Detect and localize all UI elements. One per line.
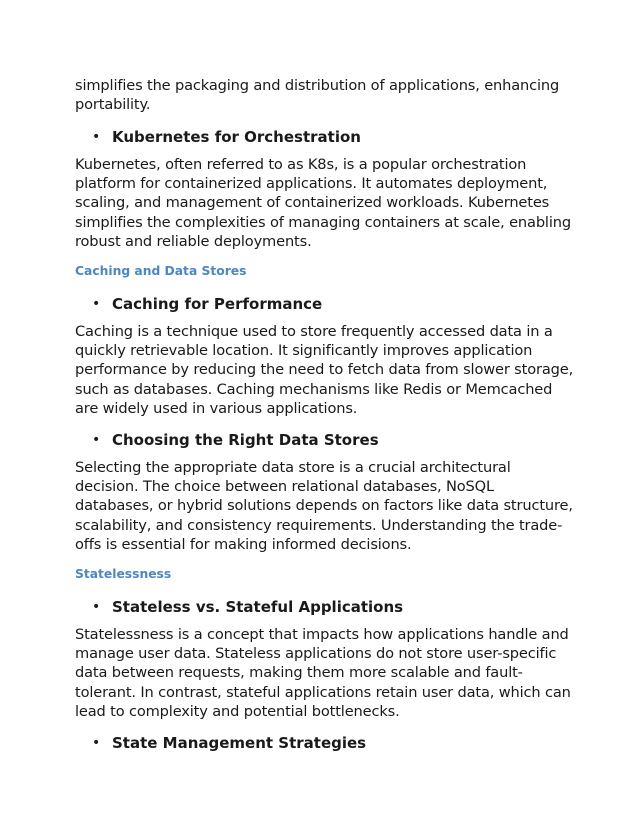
section-heading-caching: Caching and Data Stores bbox=[75, 264, 247, 278]
data-stores-paragraph: Selecting the appropriate data store is a crucial architectural decision. The choice between relational databases, NoSQL databases, or hybrid solutions depends on factors like data structure, scalability, and consistency requirements. Understanding the trade-offs is essential for making informed decisions. bbox=[75, 459, 573, 553]
bullet-dot-icon: • bbox=[92, 735, 101, 751]
bullet-text: Choosing the Right Data Stores bbox=[112, 431, 379, 449]
section-heading-statelessness: Statelessness bbox=[75, 567, 172, 581]
bullet-dot-icon: • bbox=[92, 432, 101, 448]
bullet-text: State Management Strategies bbox=[112, 734, 367, 752]
kubernetes-paragraph: Kubernetes, often referred to as K8s, is a popular orchestration platform for containerized applications. It automates deployment, scaling, and management of containerized workloads. Kubernetes simplifies the complexities of managing containers at scale, enabling robust and reliable deployments. bbox=[75, 156, 571, 250]
bullet-dot-icon: • bbox=[92, 599, 101, 615]
caching-paragraph: Caching is a technique used to store frequently accessed data in a quickly retrievable location. It significantly improves application performance by reducing the need to fetch data from slower storage, such as databases. Caching mechanisms like Redis or Memcached are widely used in various applications. bbox=[75, 323, 574, 417]
intro-paragraph: simplifies the packaging and distribution of applications, enhancing portability. bbox=[75, 77, 560, 114]
stateless-paragraph: Statelessness is a concept that impacts how applications handle and manage user data. Stateless applications do not store user-specific data between requests, making them more scalable and fault-tolerant. In contrast, stateful applications retain user data, which can lead to complexity and potential bottlenecks. bbox=[75, 626, 571, 720]
bullet-text: Stateless vs. Stateful Applications bbox=[112, 598, 404, 616]
bullet-dot-icon: • bbox=[92, 129, 101, 145]
bullet-text: Kubernetes for Orchestration bbox=[112, 128, 361, 146]
bullet-dot-icon: • bbox=[92, 296, 101, 312]
bullet-text: Caching for Performance bbox=[112, 295, 323, 313]
